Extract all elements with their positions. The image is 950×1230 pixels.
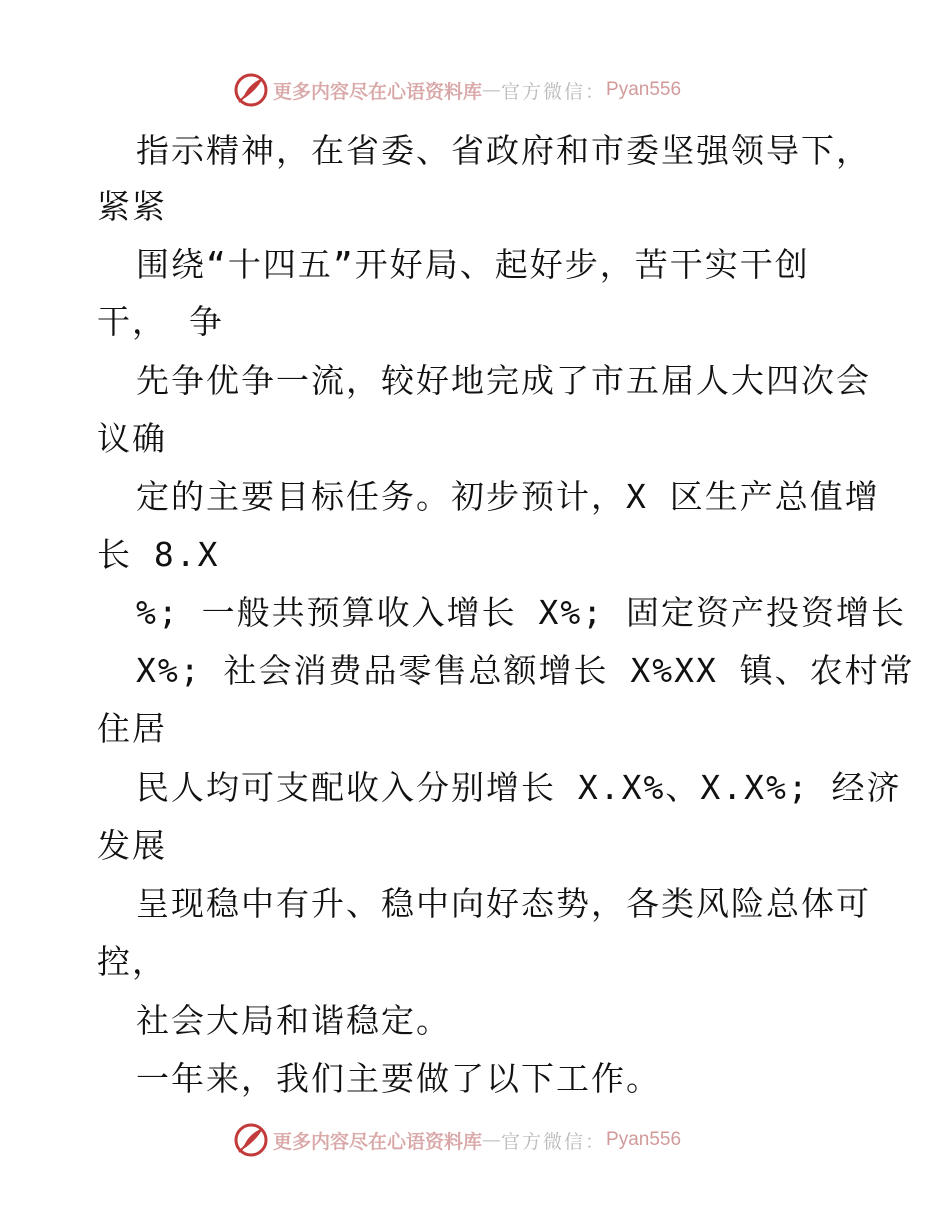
watermark-site-text: 更多内容尽在心语资料库 [273,1130,483,1153]
watermark-wechat-id: Pyan556 [606,79,682,100]
quill-logo-icon [233,1122,269,1158]
watermark-wechat-id: Pyan556 [606,1129,682,1150]
text-line: 长 8.X [97,535,220,574]
watermark-separator: — [482,79,502,101]
text-line: %; 一般共预算收入增长 X%; 固定资产投资增长 [136,593,906,632]
footer-watermark [233,1122,681,1158]
text-line: 指示精神，在省委、省政府和市委坚强领导下， [136,131,871,170]
text-line: X%; 社会消费品零售总额增长 X%XX 镇、农村常 [136,651,915,690]
text-line: 议确 [97,419,167,458]
text-line: 干， 争 [97,302,224,341]
watermark-wechat-label: 官方微信： [501,80,607,103]
text-line: 控， [97,942,167,981]
text-line: 围绕“十四五”开好局、起好步，苦干实干创 [136,245,810,284]
quill-logo-icon [233,72,269,108]
text-line: 民人均可支配收入分别增长 X.X%、X.X%; 经济 [136,768,902,807]
text-line: 住居 [97,709,167,748]
watermark-site-text: 更多内容尽在心语资料库 [273,80,483,103]
text-line: 定的主要目标任务。初步预计，X 区生产总值增 [136,477,880,516]
watermark-separator: — [482,1129,502,1151]
header-watermark [233,72,681,108]
text-line: 发展 [97,826,167,865]
text-line: 先争优争一流，较好地完成了市五届人大四次会 [136,361,871,400]
text-line: 呈现稳中有升、稳中向好态势，各类风险总体可 [136,884,871,923]
watermark-wechat-label: 官方微信： [501,1130,607,1153]
text-line: 一年来，我们主要做了以下工作。 [136,1059,661,1098]
text-line: 紧紧 [97,187,167,226]
text-line: 社会大局和谐稳定。 [136,1001,451,1040]
